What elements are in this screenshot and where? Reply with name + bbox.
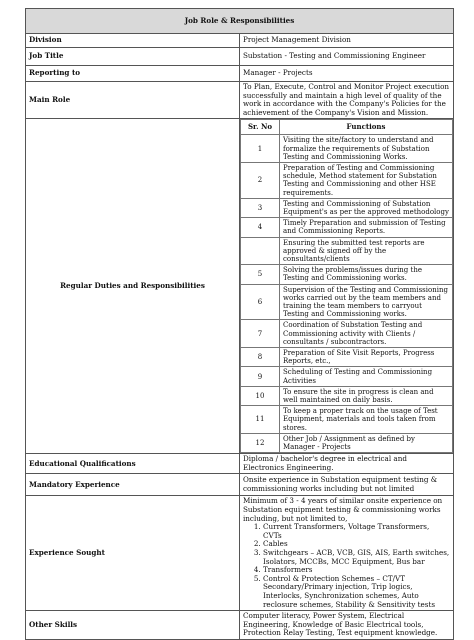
division-label: Division	[26, 34, 240, 48]
duty-no: 1	[241, 135, 280, 163]
duty-text: Preparation of Testing and Commissioning schedule, Method statement for Substation Testing and Commissioning and other HSE requirements.	[280, 162, 453, 198]
division-value: Project Management Division	[240, 34, 454, 48]
duty-text: Preparation of Site Visit Reports, Progress Reports, etc.,	[280, 348, 453, 367]
duty-text: Testing and Commissioning of Substation Equipment's as per the approved methodology	[280, 198, 453, 217]
duty-no: 12	[241, 433, 280, 452]
mandatory-experience-label: Mandatory Experience	[26, 474, 240, 496]
education-value: Diploma / bachelor's degree in electrical and Electronics Engineering.	[240, 454, 454, 474]
duty-text: Ensuring the submitted test reports are approved & signed off by the consultants/clients	[280, 237, 453, 265]
duty-text: Scheduling of Testing and Commissioning Activities	[280, 367, 453, 386]
duty-text: Solving the problems/issues during the Testing and Commissioning works.	[280, 265, 453, 284]
duties-table	[240, 119, 453, 453]
duties-label: Regular Duties and Responsibilities	[26, 119, 240, 454]
experience-sought-cell	[240, 496, 454, 611]
experience-item: 2. Cables	[263, 540, 450, 549]
sr-no-header: Sr. No	[241, 120, 280, 135]
main-role-label: Main Role	[26, 82, 240, 119]
other-skills-value: Computer literacy, Power System, Electrical Engineering, Knowledge of Basic Electrical tools, Protection Relay Testing, Test equipment knowledge.	[240, 611, 454, 640]
duty-text: Other Job / Assignment as defined by Manager - Projects	[280, 433, 453, 452]
job-role-table	[25, 8, 454, 640]
job-title-value: Substation - Testing and Commissioning Engineer	[240, 48, 454, 66]
experience-list	[243, 523, 450, 609]
duty-no: 3	[241, 198, 280, 217]
experience-item: 5. Control & Protection Schemes – CT/VT Secondary/Primary injection, Trip logics, Interlocks, Synchronization schemes, Auto reclosure schemes, Stability & Sensitivity tests	[263, 575, 450, 609]
education-label: Educational Qualifications	[26, 454, 240, 474]
duty-no: 5	[241, 265, 280, 284]
duty-no: 6	[241, 284, 280, 320]
duty-text: Coordination of Substation Testing and Commissioning activity with Clients / consultants / subcontractors.	[280, 320, 453, 348]
experience-intro: Minimum of 3 - 4 years of similar onsite experience on Substation equipment testing & commissioning works including, but not limited to,	[243, 496, 443, 523]
functions-header: Functions	[280, 120, 453, 135]
duty-text: To keep a proper track on the usage of Test Equipment, materials and tools taken from stores.	[280, 406, 453, 434]
duty-text: Timely Preparation and submission of Testing and Commissioning Reports.	[280, 218, 453, 237]
duty-no: 7	[241, 320, 280, 348]
duty-no: 9	[241, 367, 280, 386]
duty-no: 2	[241, 162, 280, 198]
duty-no: 10	[241, 386, 280, 405]
duty-text: To ensure the site in progress is clean and well maintained on daily basis.	[280, 386, 453, 405]
table-title: Job Role & Responsibilities	[26, 9, 454, 34]
duty-no: 8	[241, 348, 280, 367]
reporting-to-label: Reporting to	[26, 66, 240, 82]
duty-text: Visiting the site/factory to understand and formalize the requirements of Substation Testing and Commissioning Works.	[280, 135, 453, 163]
job-description-document	[25, 8, 454, 640]
job-title-label: Job Title	[26, 48, 240, 66]
duty-no: 11	[241, 406, 280, 434]
reporting-to-value: Manager - Projects	[240, 66, 454, 82]
duties-cell	[240, 119, 454, 454]
experience-sought-label: Experience Sought	[26, 496, 240, 611]
duty-no: 4	[241, 218, 280, 237]
experience-item: 3. Switchgears – ACB, VCB, GIS, AIS, Earth switches, Isolators, MCCBs, MCC Equipment, Bus bar	[263, 549, 450, 566]
duty-no	[241, 237, 280, 265]
experience-item: 1. Current Transformers, Voltage Transformers, CVTs	[263, 523, 450, 540]
main-role-value: To Plan, Execute, Control and Monitor Project execution successfully and maintain a high level of quality of the work in accordance with the Company's Policies for the achievement of the Company's Vision and Mission.	[240, 82, 454, 119]
other-skills-label: Other Skills	[26, 611, 240, 640]
mandatory-experience-value: Onsite experience in Substation equipment testing & commissioning works including but not limited	[240, 474, 454, 496]
duty-text: Supervision of the Testing and Commissioning works carried out by the team members and training the team members to carryout Testing and Commissioning works.	[280, 284, 453, 320]
experience-item: 4. Transformers	[263, 566, 450, 575]
